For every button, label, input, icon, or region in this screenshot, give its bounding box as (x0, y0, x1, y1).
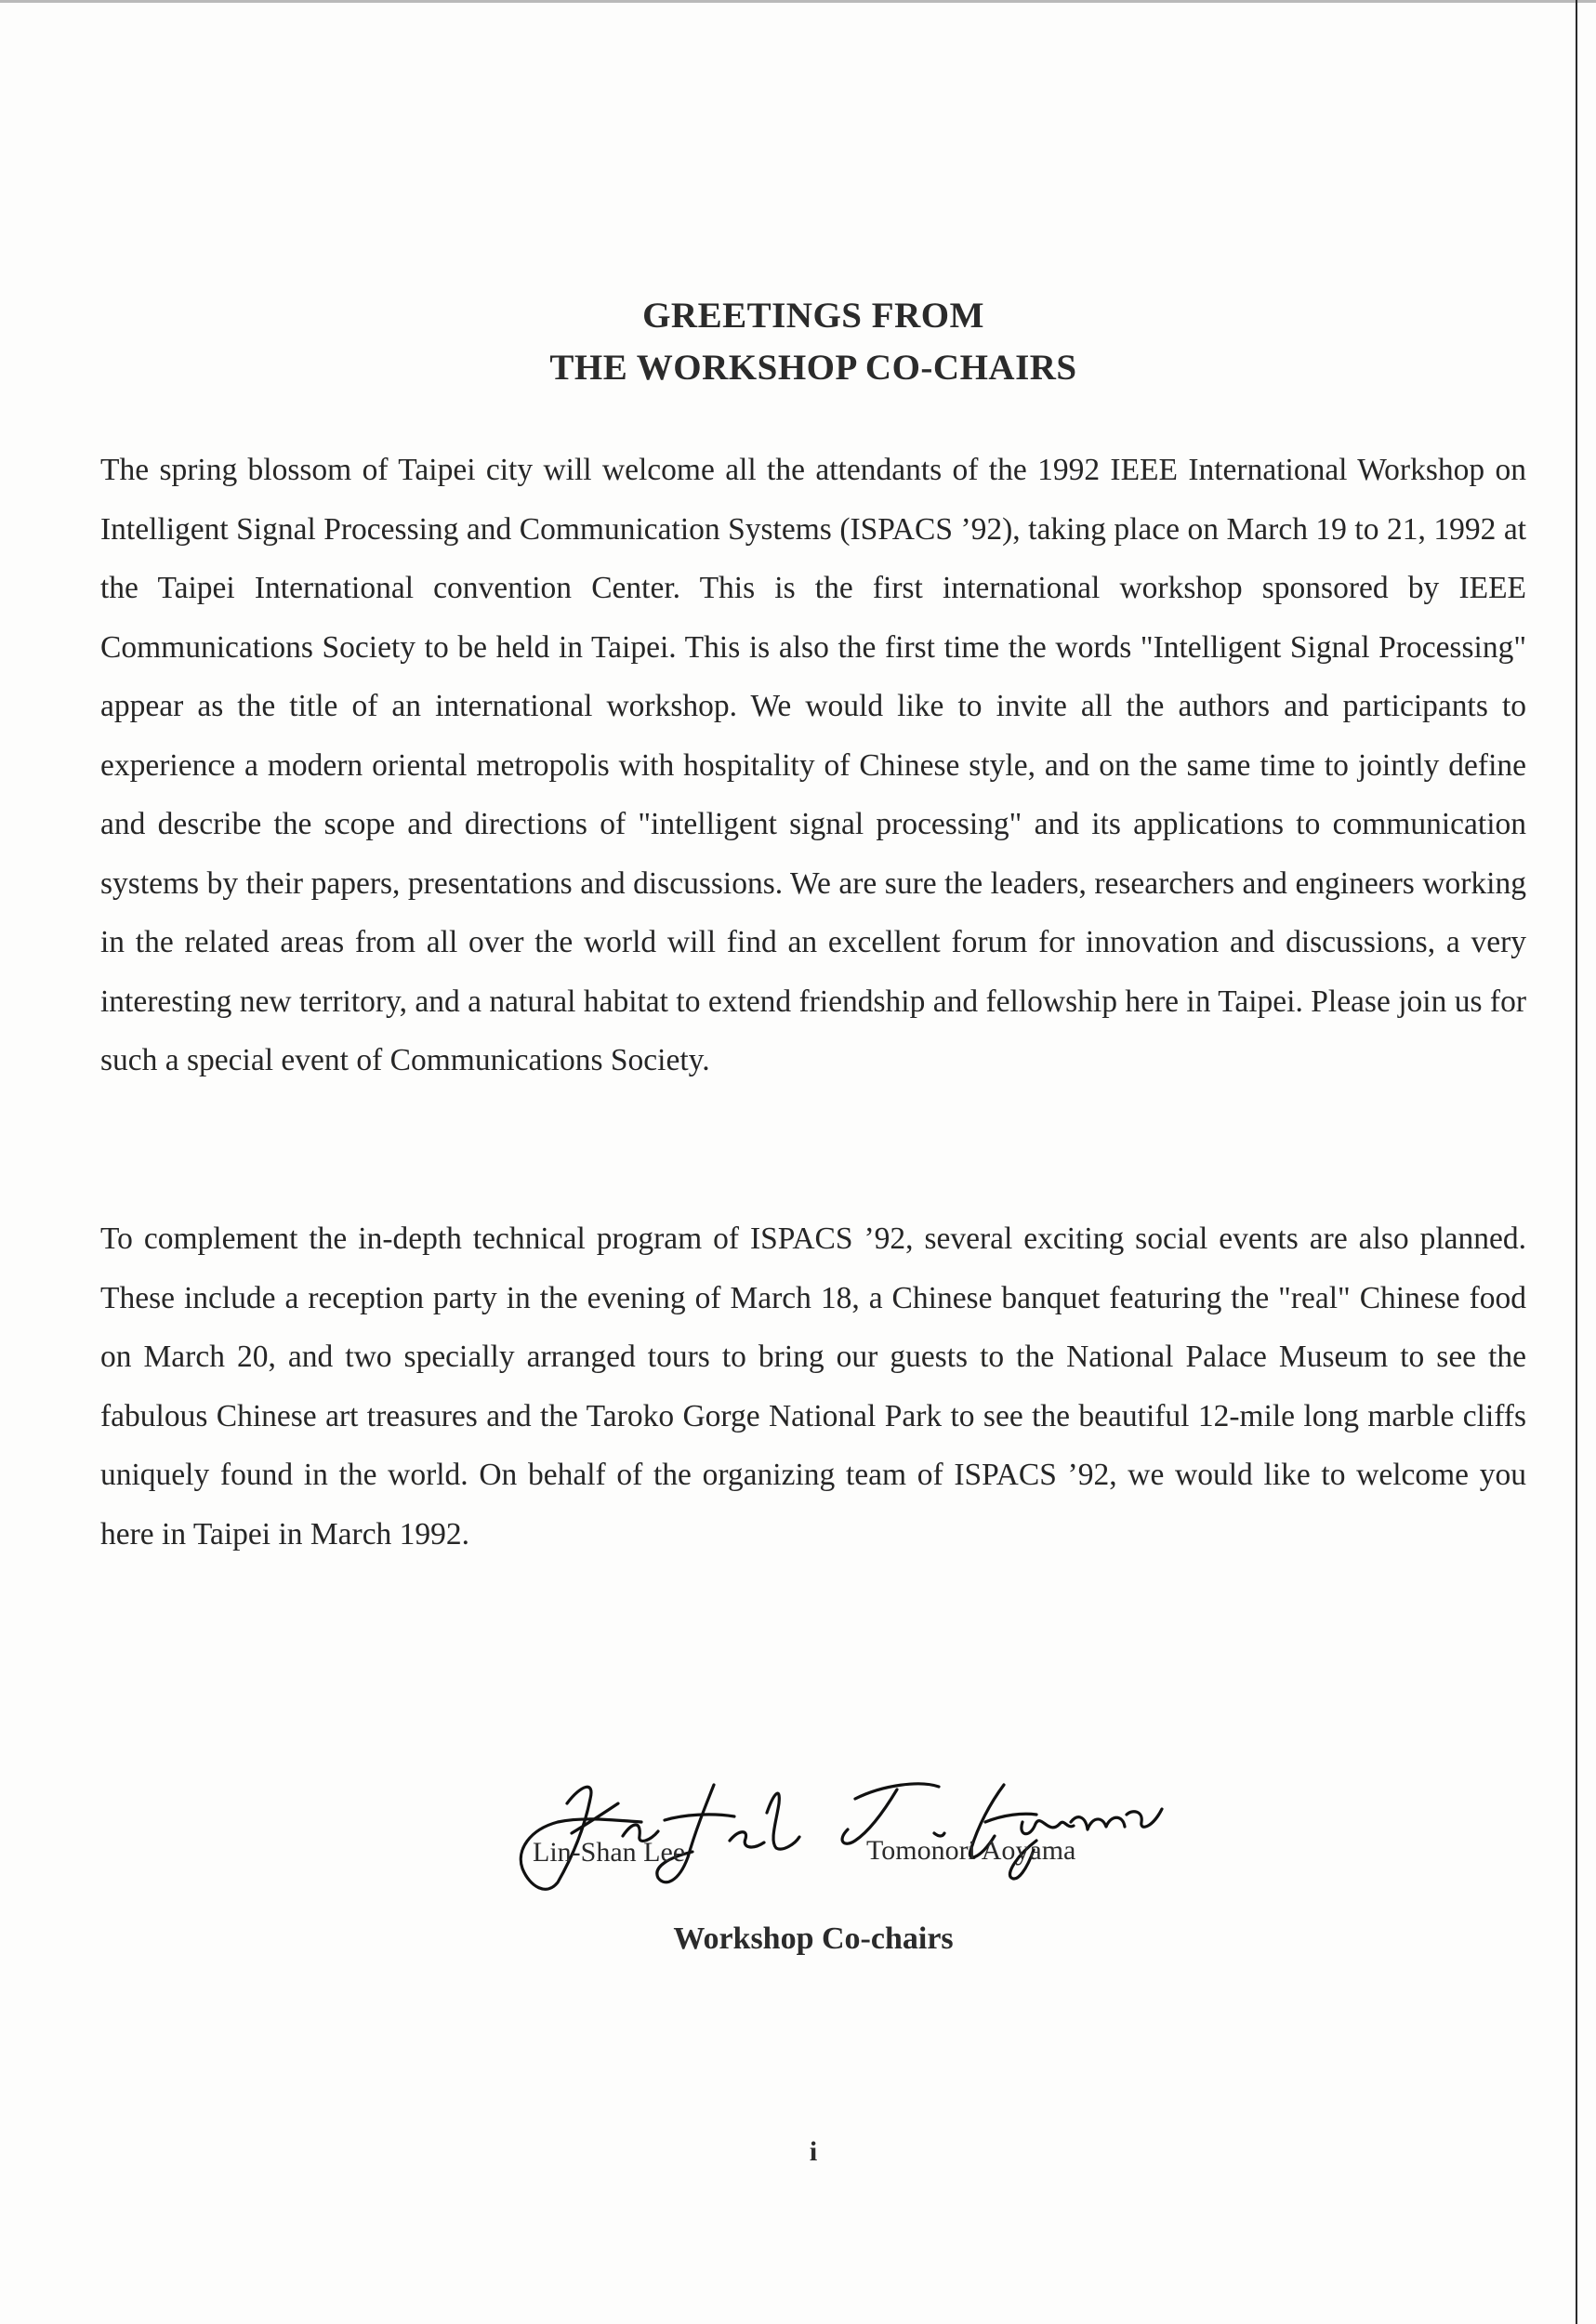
paragraph-2: To complement the in-depth technical program of ISPACS ’92, several exciting social events are also planned. These include a reception party in the evening of March 18, a Chinese banquet featuring the "real" Chinese food on March 20, and two specially arranged tours to bring our guests to the National Palace Museum to see the fabulous Chinese art treasures and the Taroko Gorge National Park to see the beautiful 12-mile long marble cliffs uniquely found in the world. On behalf of the organizing team of ISPACS ’92, we would like to welcome you here in Taipei in March 1992. (100, 1221, 1526, 1552)
paragraph-1: The spring blossom of Taipei city will welcome all the attendants of the 1992 IEEE International Workshop on Intelligent Signal Processing and Communication Systems (ISPACS ’92), taking place on March 19 to 21, 1992 at the Taipei International convention Center. This is the first international workshop sponsored by IEEE Communications Society to be held in Taipei. This is also the first time the words "Intelligent Signal Processing" appear as the title of an international workshop. We would like to invite all the authors and participants to experience a modern oriental metropolis with hospitality of Chinese style, and on the same time to jointly define and describe the scope and directions of "intelligent signal processing" and its applications to communication systems by their papers, presentations and discussions. We are sure the leaders, researchers and engineers working in the related areas from all over the world will find an excellent forum for innovation and discussions, a very interesting new territory, and a natural habitat to extend friendship and fellowship here in Taipei. Please join us for such a special event of Communications Society. (100, 453, 1526, 1077)
signatory-role: Workshop Co-chairs (673, 1921, 954, 1956)
page-title (0, 290, 1596, 394)
signatory-name-2: Tomonori Aoyama (866, 1835, 1076, 1866)
signature-block (502, 1748, 1171, 1906)
page-number: i (809, 2136, 818, 2167)
title-line-1: GREETINGS FROM (642, 296, 984, 336)
title-line-2: THE WORKSHOP CO-CHAIRS (549, 348, 1077, 388)
signatory-name-1: Lin-Shan Lee (533, 1837, 686, 1868)
scan-top-edge (0, 0, 1596, 3)
handwritten-signatures-image (502, 1748, 1171, 1906)
